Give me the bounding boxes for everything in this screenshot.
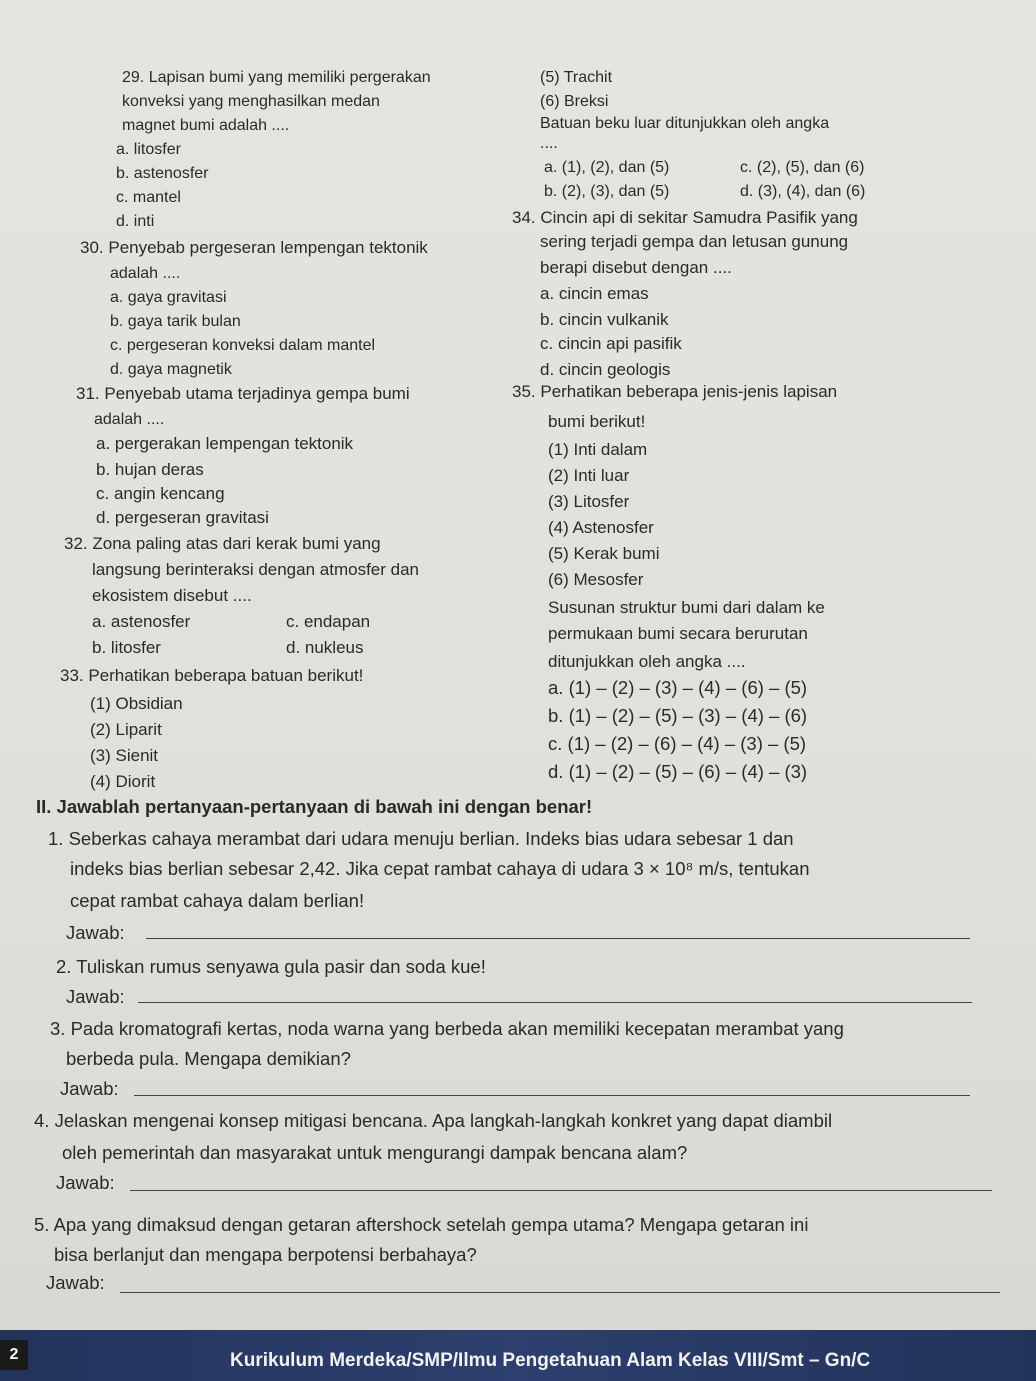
- q31-line2: adalah ....: [94, 411, 165, 428]
- page-number: 2: [0, 1340, 28, 1370]
- q35-item-3: (3) Litosfer: [548, 492, 630, 511]
- q33-option-d: d. (3), (4), dan (6): [740, 183, 866, 200]
- q35-option-b: b. (1) – (2) – (5) – (3) – (4) – (6): [548, 705, 808, 726]
- essay-heading: II. Jawablah pertanyaan-pertanyaan di bawah ini dengan benar!: [36, 796, 593, 817]
- q30-option-a: a. gaya gravitasi: [110, 289, 227, 306]
- q35-option-a: a. (1) – (2) – (3) – (4) – (6) – (5): [548, 677, 808, 698]
- q34-line1: 34. Cincin api di sekitar Samudra Pasifik yang: [512, 208, 858, 227]
- essay-q3-jawab-label: Jawab:: [60, 1078, 119, 1099]
- q33-item-3: (3) Sienit: [90, 746, 159, 765]
- q29-option-b: b. astenosfer: [116, 165, 209, 182]
- q35-option-d: d. (1) – (2) – (5) – (6) – (4) – (3): [548, 761, 808, 782]
- q30-line2: adalah ....: [110, 265, 181, 282]
- essay-q1-answer-line[interactable]: [146, 938, 970, 939]
- q34-option-a: a. cincin emas: [540, 284, 649, 303]
- q29-option-c: c. mantel: [116, 189, 181, 206]
- q35-item-5: (5) Kerak bumi: [548, 544, 660, 563]
- q35-item-6: (6) Mesosfer: [548, 570, 644, 589]
- essay-q4-line1: 4. Jelaskan mengenai konsep mitigasi bencana. Apa langkah-langkah konkret yang dapat diambil: [34, 1110, 833, 1131]
- q32-option-a: a. astenosfer: [92, 612, 191, 631]
- q35-item-2: (2) Inti luar: [548, 466, 630, 485]
- q30-line1: 30. Penyebab pergeseran lempengan tektonik: [80, 238, 428, 257]
- q33-option-c: c. (2), (5), dan (6): [740, 159, 865, 176]
- q29-option-d: d. inti: [116, 213, 155, 230]
- q32-line1: 32. Zona paling atas dari kerak bumi yang: [64, 534, 381, 553]
- q33-item-1: (1) Obsidian: [90, 694, 183, 713]
- q31-line1: 31. Penyebab utama terjadinya gempa bumi: [76, 384, 410, 403]
- essay-q2-answer-line[interactable]: [138, 1002, 972, 1003]
- essay-q5-line2: bisa berlanjut dan mengapa berpotensi berbahaya?: [54, 1244, 477, 1265]
- q32-option-d: d. nukleus: [286, 638, 364, 657]
- q33-stem-dots: ....: [540, 135, 558, 152]
- essay-q1-jawab-label: Jawab:: [66, 922, 125, 943]
- q31-option-c: c. angin kencang: [96, 484, 225, 503]
- essay-q1-line3: cepat rambat cahaya dalam berlian!: [70, 890, 365, 911]
- q31-option-b: b. hujan deras: [96, 460, 204, 479]
- q35-option-c: c. (1) – (2) – (6) – (4) – (3) – (5): [548, 733, 807, 754]
- q34-option-c: c. cincin api pasifik: [540, 334, 682, 353]
- q35-line1: 35. Perhatikan beberapa jenis-jenis lapisan: [512, 382, 838, 401]
- q34-option-d: d. cincin geologis: [540, 360, 671, 379]
- q34-line3: berapi disebut dengan ....: [540, 258, 732, 277]
- q35-stem-1: Susunan struktur bumi dari dalam ke: [548, 598, 825, 617]
- essay-q3-answer-line[interactable]: [134, 1095, 970, 1096]
- essay-q5-line1: 5. Apa yang dimaksud dengan getaran aftershock setelah gempa utama? Mengapa getaran ini: [34, 1214, 809, 1235]
- q33-item-5: (5) Trachit: [540, 69, 613, 86]
- q33-option-b: b. (2), (3), dan (5): [544, 183, 670, 200]
- essay-q1-line2: indeks bias berlian sebesar 2,42. Jika cepat rambat cahaya di udara 3 × 10⁸ m/s, tentukan: [70, 858, 810, 879]
- essay-q2-line1: 2. Tuliskan rumus senyawa gula pasir dan soda kue!: [56, 956, 486, 977]
- q31-option-a: a. pergerakan lempengan tektonik: [96, 434, 354, 453]
- q34-line2: sering terjadi gempa dan letusan gunung: [540, 232, 849, 251]
- q33-item-2: (2) Liparit: [90, 720, 162, 739]
- q35-item-4: (4) Astenosfer: [548, 518, 654, 537]
- q30-option-b: b. gaya tarik bulan: [110, 313, 241, 330]
- q34-option-b: b. cincin vulkanik: [540, 310, 669, 329]
- essay-q2-jawab-label: Jawab:: [66, 986, 125, 1007]
- q31-option-d: d. pergeseran gravitasi: [96, 508, 269, 527]
- essay-q3-line1: 3. Pada kromatografi kertas, noda warna yang berbeda akan memiliki kecepatan merambat yang: [50, 1018, 844, 1039]
- essay-q4-answer-line[interactable]: [130, 1190, 992, 1191]
- q29-line1: 29. Lapisan bumi yang memiliki pergerakan: [122, 69, 431, 86]
- q35-stem-2: permukaan bumi secara berurutan: [548, 624, 808, 643]
- q35-stem-3: ditunjukkan oleh angka ....: [548, 652, 746, 671]
- essay-q4-jawab-label: Jawab:: [56, 1172, 115, 1193]
- q29-line2: konveksi yang menghasilkan medan: [122, 93, 380, 110]
- q30-option-d: d. gaya magnetik: [110, 361, 232, 378]
- q32-option-b: b. litosfer: [92, 638, 161, 657]
- q32-line2: langsung berinteraksi dengan atmosfer dan: [92, 560, 419, 579]
- q33-line1: 33. Perhatikan beberapa batuan berikut!: [60, 666, 364, 685]
- essay-q5-answer-line[interactable]: [120, 1292, 1000, 1293]
- q30-option-c: c. pergeseran konveksi dalam mantel: [110, 337, 376, 354]
- q35-line2: bumi berikut!: [548, 412, 646, 431]
- q35-item-1: (1) Inti dalam: [548, 440, 648, 459]
- essay-q4-line2: oleh pemerintah dan masyarakat untuk mengurangi dampak bencana alam?: [62, 1142, 688, 1163]
- q32-option-c: c. endapan: [286, 612, 371, 631]
- q29-option-a: a. litosfer: [116, 141, 181, 158]
- footer-curriculum-text: Kurikulum Merdeka/SMP/Ilmu Pengetahuan Alam Kelas VIII/Smt – Gn/C: [230, 1350, 871, 1371]
- q33-item-6: (6) Breksi: [540, 93, 609, 110]
- q33-option-a: a. (1), (2), dan (5): [544, 159, 670, 176]
- essay-q1-line1: 1. Seberkas cahaya merambat dari udara menuju berlian. Indeks bias udara sebesar 1 dan: [48, 828, 794, 849]
- essay-q5-jawab-label: Jawab:: [46, 1272, 105, 1293]
- q29-line3: magnet bumi adalah ....: [122, 117, 290, 134]
- q33-item-4: (4) Diorit: [90, 772, 156, 791]
- q32-line3: ekosistem disebut ....: [92, 586, 252, 605]
- q33-stem: Batuan beku luar ditunjukkan oleh angka: [540, 115, 830, 132]
- essay-q3-line2: berbeda pula. Mengapa demikian?: [66, 1048, 351, 1069]
